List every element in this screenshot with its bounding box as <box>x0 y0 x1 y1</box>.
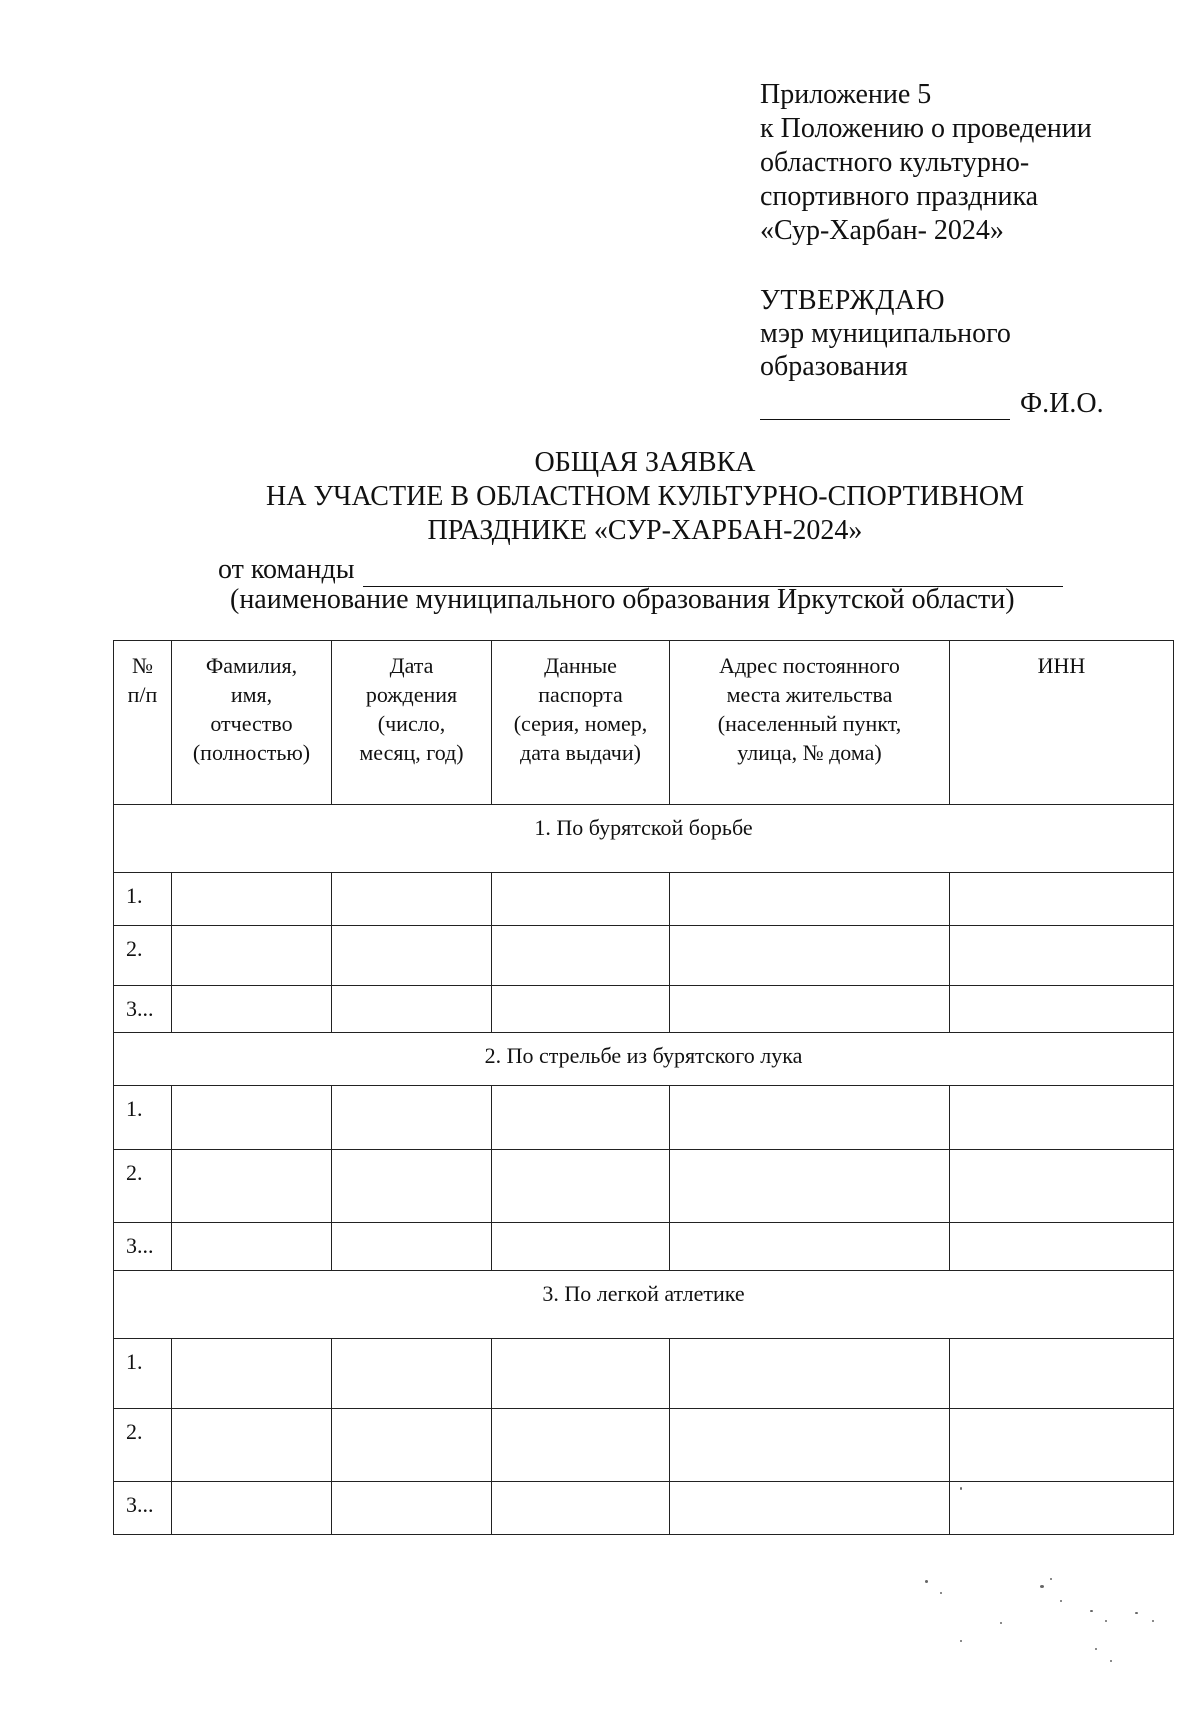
cell-passport[interactable] <box>492 986 670 1033</box>
signature-line[interactable] <box>760 389 1010 420</box>
table-row <box>114 1409 1174 1482</box>
cell-passport[interactable] <box>492 1339 670 1409</box>
header-birth-date <box>332 641 492 805</box>
header-text: Адрес постоянного <box>719 653 900 678</box>
cell-passport[interactable] <box>492 1150 670 1223</box>
signature-row <box>760 387 1180 420</box>
cell-inn[interactable] <box>950 1482 1174 1535</box>
header-text: места жительства <box>726 682 893 707</box>
row-number: 2. <box>114 926 172 986</box>
title-line: ОБЩАЯ ЗАЯВКА <box>534 447 756 478</box>
application-table <box>113 640 1174 1535</box>
header-text: (серия, номер, <box>513 711 648 736</box>
row-number: 2. <box>114 1150 172 1223</box>
cell-passport[interactable] <box>492 873 670 926</box>
signature-label: Ф.И.О. <box>1020 388 1104 419</box>
cell-birth-date[interactable] <box>332 1150 492 1223</box>
row-number: 1. <box>114 1086 172 1150</box>
appendix-note <box>760 78 1180 248</box>
header-text: п/п <box>127 682 158 707</box>
header-passport <box>492 641 670 805</box>
appendix-line: к Положению о проведении <box>760 113 1092 144</box>
section-title: 1. По бурятской борьбе <box>114 805 1174 873</box>
cell-address[interactable] <box>670 1482 950 1535</box>
section-row <box>114 1271 1174 1339</box>
table-row <box>114 926 1174 986</box>
cell-full-name[interactable] <box>172 1086 332 1150</box>
cell-inn[interactable] <box>950 1086 1174 1150</box>
cell-inn[interactable] <box>950 873 1174 926</box>
table-row <box>114 1339 1174 1409</box>
cell-passport[interactable] <box>492 1223 670 1271</box>
cell-inn[interactable] <box>950 926 1174 986</box>
header-text: Дата <box>389 653 434 678</box>
cell-address[interactable] <box>670 926 950 986</box>
header-text: месяц, год) <box>359 740 464 765</box>
row-number: 3... <box>114 1223 172 1271</box>
header-text: имя, <box>230 682 273 707</box>
cell-full-name[interactable] <box>172 1482 332 1535</box>
row-number: 3... <box>114 986 172 1033</box>
header-full-name <box>172 641 332 805</box>
cell-inn[interactable] <box>950 1223 1174 1271</box>
approval-position-line: мэр муниципального <box>760 318 1011 349</box>
cell-address[interactable] <box>670 873 950 926</box>
cell-address[interactable] <box>670 1339 950 1409</box>
cell-passport[interactable] <box>492 1409 670 1482</box>
title-line: НА УЧАСТИЕ В ОБЛАСТНОМ КУЛЬТУРНО-СПОРТИВНОМ <box>266 481 1024 512</box>
cell-birth-date[interactable] <box>332 1223 492 1271</box>
cell-birth-date[interactable] <box>332 873 492 926</box>
header-text: (число, <box>377 711 446 736</box>
table-row <box>114 1223 1174 1271</box>
header-number <box>114 641 172 805</box>
appendix-line: спортивного праздника <box>760 181 1039 212</box>
table-row <box>114 1086 1174 1150</box>
approval-heading: УТВЕРЖДАЮ <box>760 285 945 316</box>
team-row <box>218 553 1063 587</box>
cell-inn[interactable] <box>950 1339 1174 1409</box>
cell-address[interactable] <box>670 1086 950 1150</box>
cell-full-name[interactable] <box>172 873 332 926</box>
approval-position-line: образования <box>760 351 908 382</box>
table-row <box>114 873 1174 926</box>
cell-full-name[interactable] <box>172 986 332 1033</box>
cell-inn[interactable] <box>950 1409 1174 1482</box>
cell-birth-date[interactable] <box>332 1482 492 1535</box>
table-row <box>114 1482 1174 1535</box>
section-title: 2. По стрельбе из бурятского лука <box>114 1033 1174 1086</box>
cell-full-name[interactable] <box>172 1409 332 1482</box>
cell-full-name[interactable] <box>172 1223 332 1271</box>
cell-birth-date[interactable] <box>332 1409 492 1482</box>
cell-passport[interactable] <box>492 1482 670 1535</box>
cell-inn[interactable] <box>950 1150 1174 1223</box>
cell-address[interactable] <box>670 1409 950 1482</box>
section-row <box>114 805 1174 873</box>
appendix-line: областного культурно- <box>760 147 1030 178</box>
cell-birth-date[interactable] <box>332 926 492 986</box>
header-text: Данные <box>544 653 617 678</box>
cell-passport[interactable] <box>492 926 670 986</box>
table-row <box>114 1150 1174 1223</box>
header-text: (полностью) <box>192 740 311 765</box>
header-text: ИНН <box>1037 653 1086 678</box>
header-text: (населенный пункт, <box>717 711 902 736</box>
table-row <box>114 986 1174 1033</box>
row-number: 2. <box>114 1409 172 1482</box>
header-address <box>670 641 950 805</box>
cell-birth-date[interactable] <box>332 1339 492 1409</box>
header-text: дата выдачи) <box>520 740 641 765</box>
header-row <box>114 641 1174 805</box>
row-number: 3... <box>114 1482 172 1535</box>
cell-address[interactable] <box>670 1150 950 1223</box>
appendix-line: «Сур-Харбан- 2024» <box>760 215 1004 246</box>
header-text: Фамилия, <box>205 653 298 678</box>
section-row <box>114 1033 1174 1086</box>
team-label: от команды <box>218 554 355 585</box>
cell-full-name[interactable] <box>172 926 332 986</box>
header-text: рождения <box>365 682 458 707</box>
row-number: 1. <box>114 873 172 926</box>
cell-full-name[interactable] <box>172 1150 332 1223</box>
cell-address[interactable] <box>670 986 950 1033</box>
cell-birth-date[interactable] <box>332 986 492 1033</box>
row-number: 1. <box>114 1339 172 1409</box>
header-inn <box>950 641 1174 805</box>
approval-block <box>760 284 1180 420</box>
appendix-line: Приложение 5 <box>760 79 932 110</box>
team-hint: (наименование муниципального образования Иркутской области) <box>230 584 1015 615</box>
header-text: отчество <box>210 711 293 736</box>
header-text: улица, № дома) <box>737 740 882 765</box>
cell-inn[interactable] <box>950 986 1174 1033</box>
header-text: № <box>132 653 153 678</box>
cell-passport[interactable] <box>492 1086 670 1150</box>
cell-birth-date[interactable] <box>332 1086 492 1150</box>
section-title: 3. По легкой атлетике <box>114 1271 1174 1339</box>
document-title <box>0 446 1200 548</box>
title-line: ПРАЗДНИКЕ «СУР-ХАРБАН-2024» <box>427 515 863 546</box>
header-text: паспорта <box>538 682 623 707</box>
cell-full-name[interactable] <box>172 1339 332 1409</box>
cell-address[interactable] <box>670 1223 950 1271</box>
